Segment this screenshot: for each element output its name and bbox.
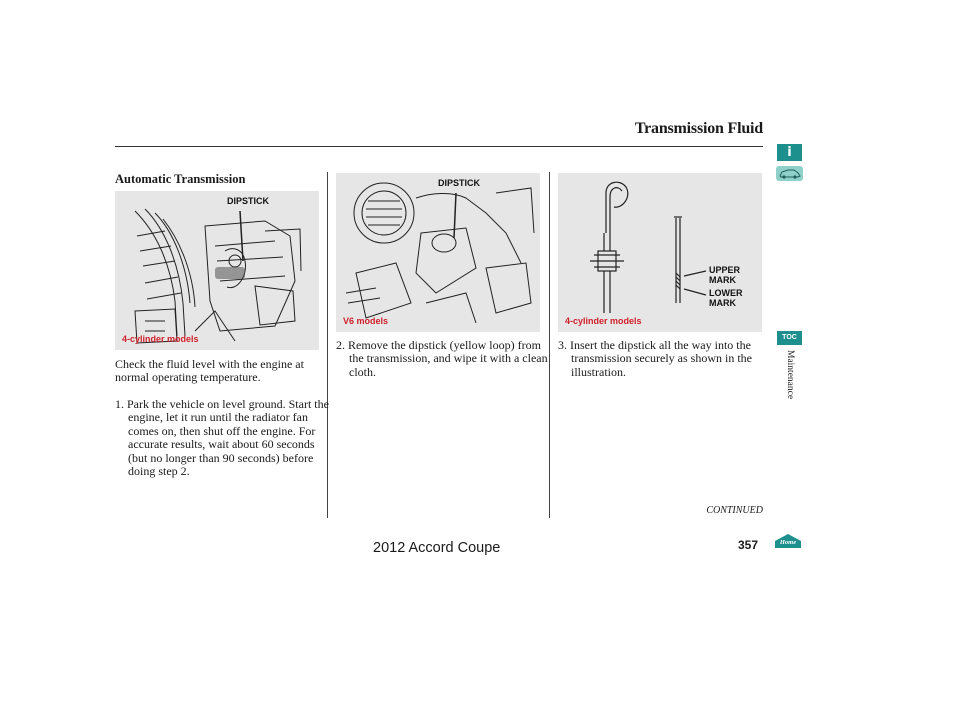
header-rule	[115, 146, 763, 147]
engine-illustration-4cyl	[115, 191, 319, 350]
info-button[interactable]: i	[777, 144, 802, 161]
figure-dipstick-marks	[558, 173, 762, 332]
page-number: 357	[738, 538, 759, 552]
figure-engine-v6	[336, 173, 540, 332]
intro-paragraph: Check the fluid level with the engine at normal operating temperature.	[115, 357, 304, 385]
engine-illustration-v6	[336, 173, 540, 332]
footer-model: 2012 Accord Coupe	[373, 540, 501, 556]
figure-label-dipstick: DIPSTICK	[438, 178, 481, 188]
continued-label: CONTINUED	[706, 505, 763, 516]
figure-label-dipstick: DIPSTICK	[227, 196, 270, 206]
home-label: Home	[779, 539, 797, 546]
step-2: 2. Remove the dipstick (yellow loop) from the transmission, and wipe it with a clean cloth.	[336, 338, 548, 379]
figure-caption: 4-cylinder models	[565, 316, 642, 326]
toc-button[interactable]: TOC	[777, 331, 802, 345]
page-title: Transmission Fluid	[634, 120, 763, 137]
figure-caption: V6 models	[343, 316, 389, 326]
figure-label-lower-mark: LOWER MARK	[709, 288, 743, 308]
car-icon	[776, 166, 803, 181]
car-icon-button[interactable]	[776, 166, 803, 181]
figure-engine-4cyl	[115, 191, 319, 350]
home-button[interactable]	[773, 533, 803, 549]
step-3: 3. Insert the dipstick all the way into the transmission securely as shown in the illustration.	[558, 338, 752, 379]
side-section-label: Maintenance	[785, 350, 795, 400]
step-1: 1. Park the vehicle on level ground. Start the engine, let it run until the radiator fan comes on, then shut off the engine. For accurate results, wait about 60 seconds (but no longer than 90 seconds) before doing step 2.	[115, 397, 329, 479]
figure-caption: 4-cylinder models	[122, 334, 199, 344]
figure-label-upper-mark: UPPER MARK	[709, 265, 741, 285]
dipstick-illustration	[558, 173, 762, 332]
section-heading: Automatic Transmission	[115, 172, 246, 186]
